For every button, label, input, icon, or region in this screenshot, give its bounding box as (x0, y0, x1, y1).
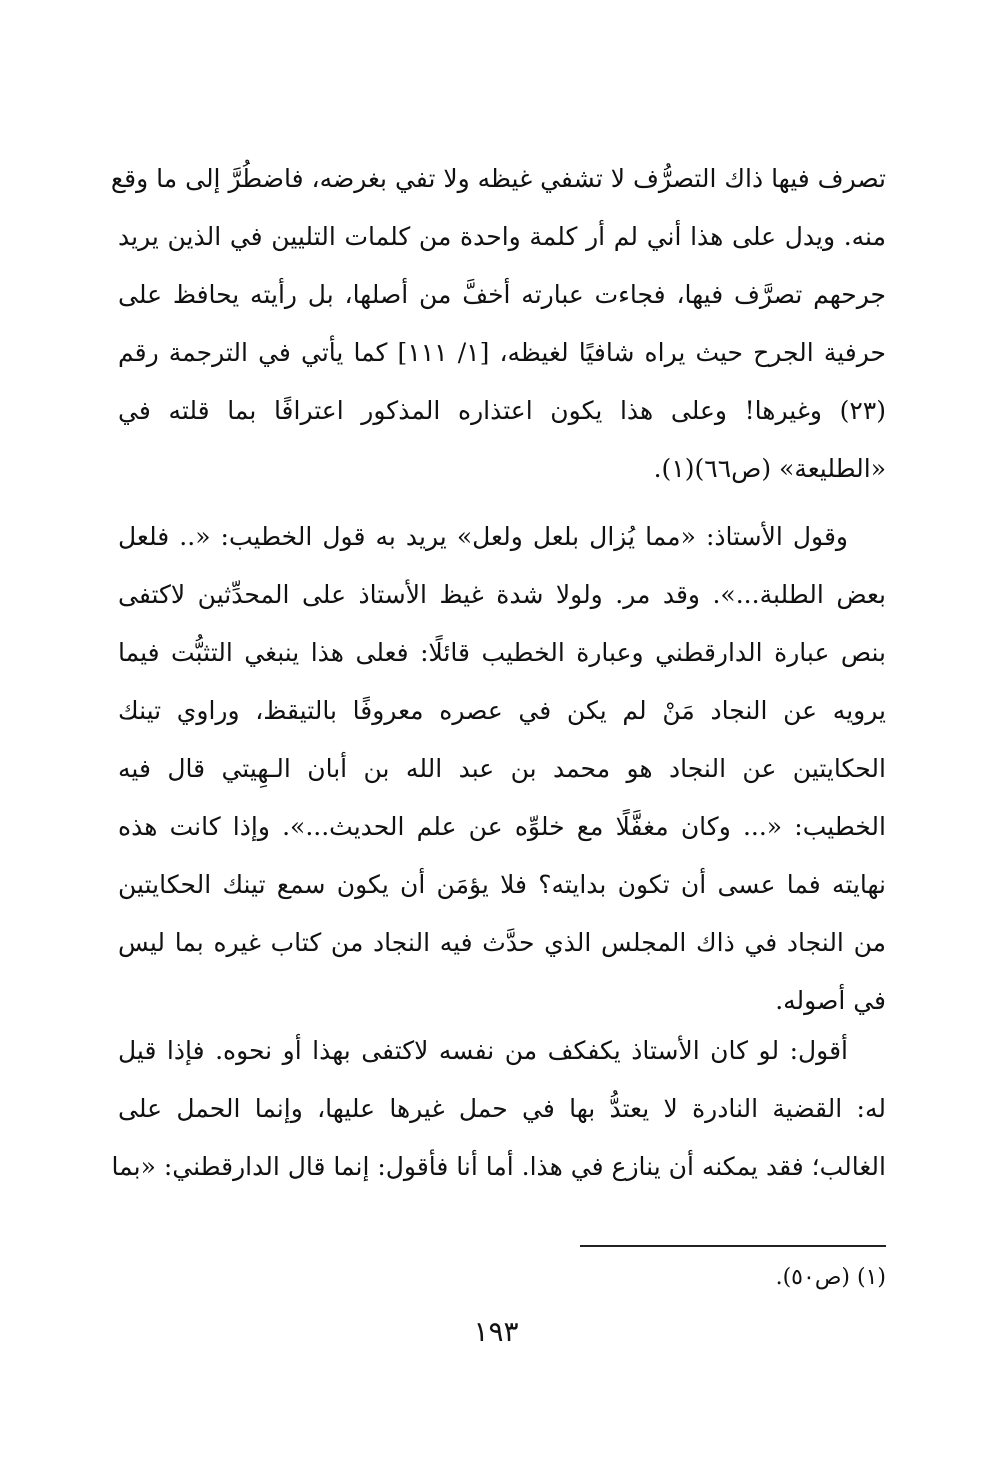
text-line: أقول: لو كان الأستاذ يكفكف من نفسه لاكتفى بهذا أو نحوه. فإذا قيل (118, 1036, 848, 1065)
text-line: جرحهم تصرَّف فيها، فجاءت عبارته أخفَّ من أصلها، بل رأيته يحافظ على (118, 280, 886, 309)
paragraph-2 (118, 508, 886, 1030)
footnote-divider (580, 1245, 886, 1247)
paragraph-1 (110, 150, 887, 498)
text-line: بنص عبارة الدارقطني وعبارة الخطيب قائلًا: فعلى هذا ينبغي التثبُّت فيما (118, 638, 886, 667)
text-line: حرفية الجرح حيث يراه شافيًا لغيظه، [١/ ١١١] كما يأتي في الترجمة رقم (118, 338, 887, 367)
page-number: ١٩٣ (473, 1315, 519, 1348)
text-line: تصرف فيها ذاك التصرُّف لا تشفي غيظه ولا تفي بغرضه، فاضطُرَّ إلى ما وقع (110, 164, 886, 193)
text-line: الخطيب: «... وكان مغفَّلًا مع خلوِّه عن علم الحديث...». وإذا كانت هذه (118, 812, 886, 841)
paragraph-3 (111, 1022, 886, 1196)
text-line: الحكايتين عن النجاد هو محمد بن عبد الله بن أبان الـهِيتي قال فيه (118, 754, 886, 783)
text-line: بعض الطلبة...». وقد مر. ولولا شدة غيظ الأستاذ على المحدِّثين لاكتفى (118, 580, 886, 609)
text-line: في أصوله. (775, 986, 886, 1015)
text-line: نهايته فما عسى أن تكون بدايته؟ فلا يؤمَن أن يكون سمع تينك الحكايتين (118, 870, 886, 899)
text-line: يرويه عن النجاد مَنْ لم يكن في عصره معروفًا بالتيقظ، وراوي تينك (118, 696, 886, 725)
text-line: الغالب؛ فقد يمكنه أن ينازع في هذا. أما أنا فأقول: إنما قال الدارقطني: «بما (111, 1152, 886, 1181)
text-line: «الطليعة» (ص٦٦)(١). (653, 454, 886, 483)
text-line: من النجاد في ذاك المجلس الذي حدَّث فيه النجاد من كتاب غيره بما ليس (118, 928, 886, 957)
text-line: منه. ويدل على هذا أني لم أر كلمة واحدة من كلمات التليين في الذين يريد (118, 222, 886, 251)
text-line: (٢٣) وغيرها! وعلى هذا يكون اعتذاره المذكور اعترافًا بما قلته في (118, 396, 886, 425)
text-line: وقول الأستاذ: «مما يُزال بلعل ولعل» يريد به قول الخطيب: «.. فلعل (118, 522, 848, 551)
footnote: (١) (ص٥٠). (775, 1265, 886, 1290)
text-line: له: القضية النادرة لا يعتدُّ بها في حمل غيرها عليها، وإنما الحمل على (118, 1094, 886, 1123)
